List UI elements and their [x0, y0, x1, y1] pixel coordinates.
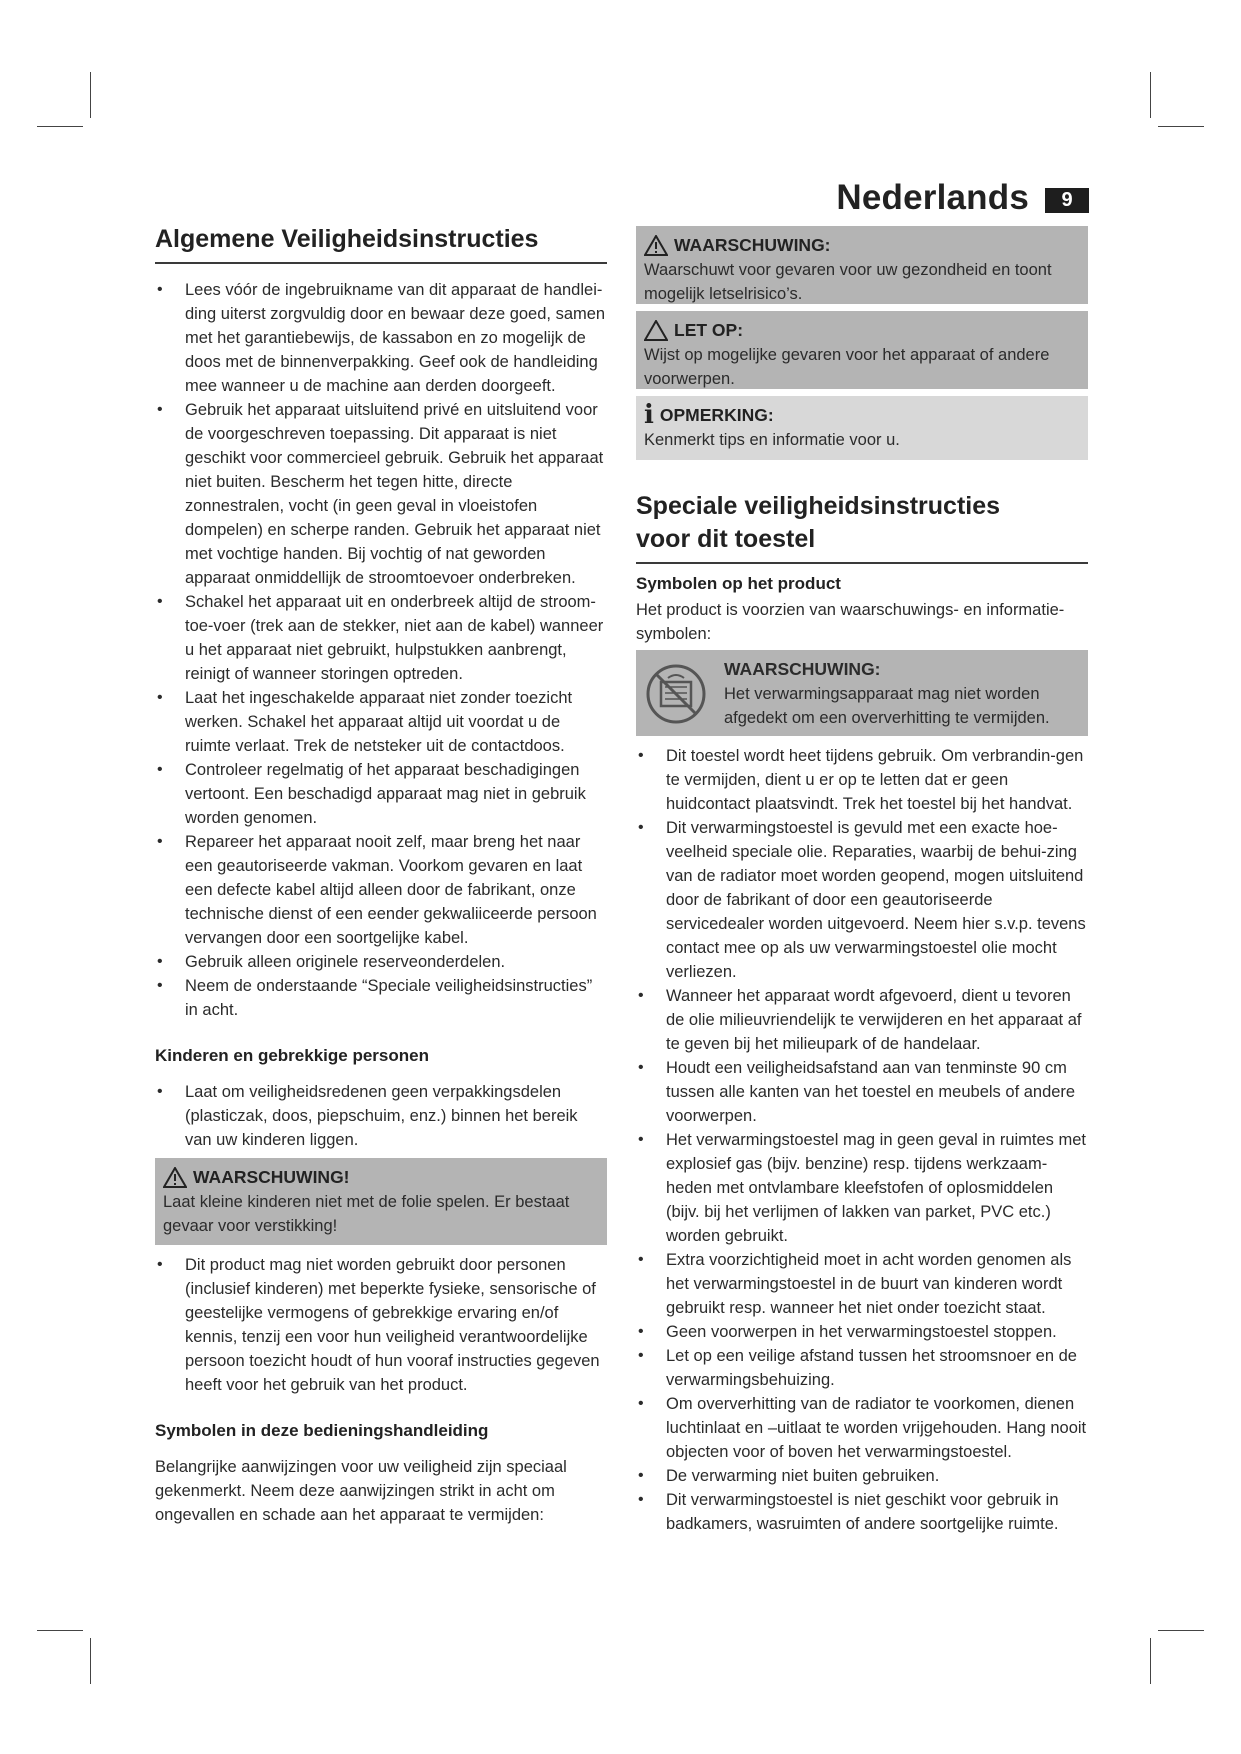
legend-text: Kenmerkt tips en informatie voor u.	[644, 431, 900, 449]
legend-title: WAARSCHUWING:	[674, 235, 831, 255]
section-title-general-safety: Algemene Veiligheidsinstructies	[155, 223, 607, 264]
warning-box-text: Laat kleine kinderen niet met de folie spelen. Er bestaat gevaar voor verstikking!	[163, 1193, 570, 1235]
crop-mark	[1150, 1638, 1151, 1684]
subheading-product-symbols: Symbolen op het product	[636, 574, 841, 593]
product-warning-box	[636, 650, 1088, 736]
list-item: • Gebruik het apparaat uitsluitend privé en uitsluitend voor de voorgeschreven toepassing. Dit apparaat is niet geschikt voor commercieel gebruik. Gebruik het apparaat niet buiten. Bescherm het tegen hitte, directe zonnestralen, vocht (in geen geval in vloeistofen dompelen) en scherpe randen. Gebruik het apparaat niet met vochtige handen. Bij vochtig of nat geworden apparaat onmiddellijk de stroomtoevoer onderbreken.	[155, 398, 607, 590]
legend-title: OPMERKING:	[659, 405, 774, 425]
list-item: • Neem de onderstaande “Speciale veiligheidsinstructies” in acht.	[155, 974, 607, 1022]
list-item: • Houdt een veiligheidsafstand aan van tenminste 90 cm tussen alle kanten van het toestel en meubels of andere voorwerpen.	[636, 1056, 1088, 1128]
right-column	[636, 226, 1088, 1536]
legend-text: Wijst op mogelijke gevaren voor het apparaat of andere voorwerpen.	[644, 346, 1050, 388]
list-item: • Het verwarmingstoestel mag in geen geval in ruimtes met explosief gas (bijv. benzine) resp. tijdens werkzaam-heden met ontvlambare kleefstofen of oplosmiddelen (bijv. bij het verlijmen of lakken van parket, PVC etc.) worden gebruikt.	[636, 1128, 1088, 1248]
legend-title: LET OP:	[674, 320, 744, 340]
product-warning-content	[724, 656, 1080, 730]
legend-box-warning	[636, 226, 1088, 304]
warning-triangle-icon	[644, 235, 668, 256]
legend-box-note	[636, 396, 1088, 460]
crop-mark	[37, 1630, 83, 1631]
list-item: • Let op een veilige afstand tussen het stroomsnoer en de verwarmingsbehuizing.	[636, 1344, 1088, 1392]
caution-triangle-icon	[644, 320, 668, 341]
crop-mark	[90, 72, 91, 118]
crop-mark	[1158, 1630, 1204, 1631]
general-safety-list	[155, 278, 607, 1022]
list-item: • Geen voorwerpen in het verwarmingstoestel stoppen.	[636, 1320, 1088, 1344]
list-item: • Lees vóór de ingebruikname van dit apparaat de handlei-ding uiterst zorgvuldig door en bewaar deze goed, samen met het garantiebewijs, de kassabon en zo mogelijk de doos met de binnenverpakking. Geef ook de handleiding mee wanneer u de machine aan derden doorgeeft.	[155, 278, 607, 398]
crop-mark	[90, 1638, 91, 1684]
children-list-2	[155, 1253, 607, 1397]
do-not-cover-icon	[644, 662, 708, 726]
list-item: • Repareer het apparaat nooit zelf, maar breng het naar een geautoriseerde vakman. Voorkom gevaren en laat een defecte kabel altijd alleen door de fabrikant, onze technische dienst of een eender gekwaliiceerde persoon vervangen door een soortgelijke kabel.	[155, 830, 607, 950]
legend-box-caution	[636, 311, 1088, 389]
product-warning-title: WAARSCHUWING:	[724, 659, 881, 679]
subheading-symbols-manual: Symbolen in deze bedieningshandleiding	[155, 1421, 489, 1440]
warning-box-children	[155, 1158, 607, 1245]
list-item: • Laat het ingeschakelde apparaat niet zonder toezicht werken. Schakel het apparaat altijd uit voordat u de ruimte verlaat. Trek de netsteker uit de contactdoos.	[155, 686, 607, 758]
list-item: • Dit toestel wordt heet tijdens gebruik. Om verbrandin-gen te vermijden, dient u er op te letten dat er geen huidcontact plaatsvindt. Trek het toestel bij het handvat.	[636, 744, 1088, 816]
warning-triangle-icon	[163, 1167, 187, 1188]
special-safety-list	[636, 744, 1088, 1536]
crop-mark	[1158, 126, 1204, 127]
warning-box-title: WAARSCHUWING!	[163, 1164, 599, 1190]
list-item: • Schakel het apparaat uit en onderbreek altijd de stroom-toe-voer (trek aan de stekker, niet aan de kabel) wanneer u het apparaat niet gebruikt, hulpstukken aanbrengt, reinigt of wanneer storingen optreden.	[155, 590, 607, 686]
list-item: • Dit product mag niet worden gebruikt door personen (inclusief kinderen) met beperkte fysieke, sensorische of geestelijke vermogens of gebrekkige ervaring en/of kennis, tenzij een voor hun veiligheid verantwoordelijke persoon toezicht houdt of hun vooraf instructies gegeven heeft voor het gebruik van het product.	[155, 1253, 607, 1397]
language-label: Nederlands	[836, 178, 1029, 217]
legend-text: Waarschuwt voor gevaren voor uw gezondheid en toont mogelijk letselrisico’s.	[644, 261, 1052, 303]
list-item: • Controleer regelmatig of het apparaat beschadigingen vertoont. Een beschadigd apparaat mag niet in gebruik worden genomen.	[155, 758, 607, 830]
page-number: 9	[1045, 188, 1089, 213]
section-title-special-safety: Speciale veiligheidsinstructies voor dit toestel	[636, 490, 1088, 564]
list-item: • Dit verwarmingstoestel is niet geschikt voor gebruik in badkamers, wasruimten of andere soortgelijke ruimte.	[636, 1488, 1088, 1536]
info-icon: i	[644, 400, 654, 430]
symbols-manual-text: Belangrijke aanwijzingen voor uw veiligheid zijn speciaal gekenmerkt. Neem deze aanwijzingen strikt in acht om ongevallen en schade aan het apparaat te vermijden:	[155, 1458, 567, 1524]
product-warning-text: Het verwarmingsapparaat mag niet worden afgedekt om een oververhitting te vermijden.	[724, 685, 1050, 727]
children-list	[155, 1080, 607, 1152]
crop-mark	[37, 126, 83, 127]
list-item: • De verwarming niet buiten gebruiken.	[636, 1464, 1088, 1488]
list-item: • Om oververhitting van de radiator te voorkomen, dienen luchtinlaat en –uitlaat te worden vrijgehouden. Hang nooit objecten voor of boven het verwarmingstoestel.	[636, 1392, 1088, 1464]
list-item: • Laat om veiligheidsredenen geen verpakkingsdelen (plasticzak, doos, piepschuim, enz.) binnen het bereik van uw kinderen liggen.	[155, 1080, 607, 1152]
list-item: • Extra voorzichtigheid moet in acht worden genomen als het verwarmingstoestel in de buurt van kinderen wordt gebruikt resp. wanneer het niet onder toezicht staat.	[636, 1248, 1088, 1320]
product-symbols-text: Het product is voorzien van waarschuwings- en informatie-symbolen:	[636, 601, 1065, 643]
list-item: • Gebruik alleen originele reserveonderdelen.	[155, 950, 607, 974]
page-header	[836, 178, 1089, 218]
list-item: • Wanneer het apparaat wordt afgevoerd, dient u tevoren de olie milieuvriendelijk te verwijderen en het apparaat af te geven bij het milieupark of de handelaar.	[636, 984, 1088, 1056]
subheading-children: Kinderen en gebrekkige personen	[155, 1046, 429, 1065]
left-column	[155, 223, 607, 1527]
list-item: • Dit verwarmingstoestel is gevuld met een exacte hoe-veelheid speciale olie. Reparaties, waarbij de behui-zing van de radiator moet worden geopend, mogen uitsluitend door de fabrikant of door een geautoriseerde servicedealer worden uitgevoerd. Neem hier s.v.p. tevens contact mee op als uw verwarmingstoestel olie mocht verliezen.	[636, 816, 1088, 984]
crop-mark	[1150, 72, 1151, 118]
